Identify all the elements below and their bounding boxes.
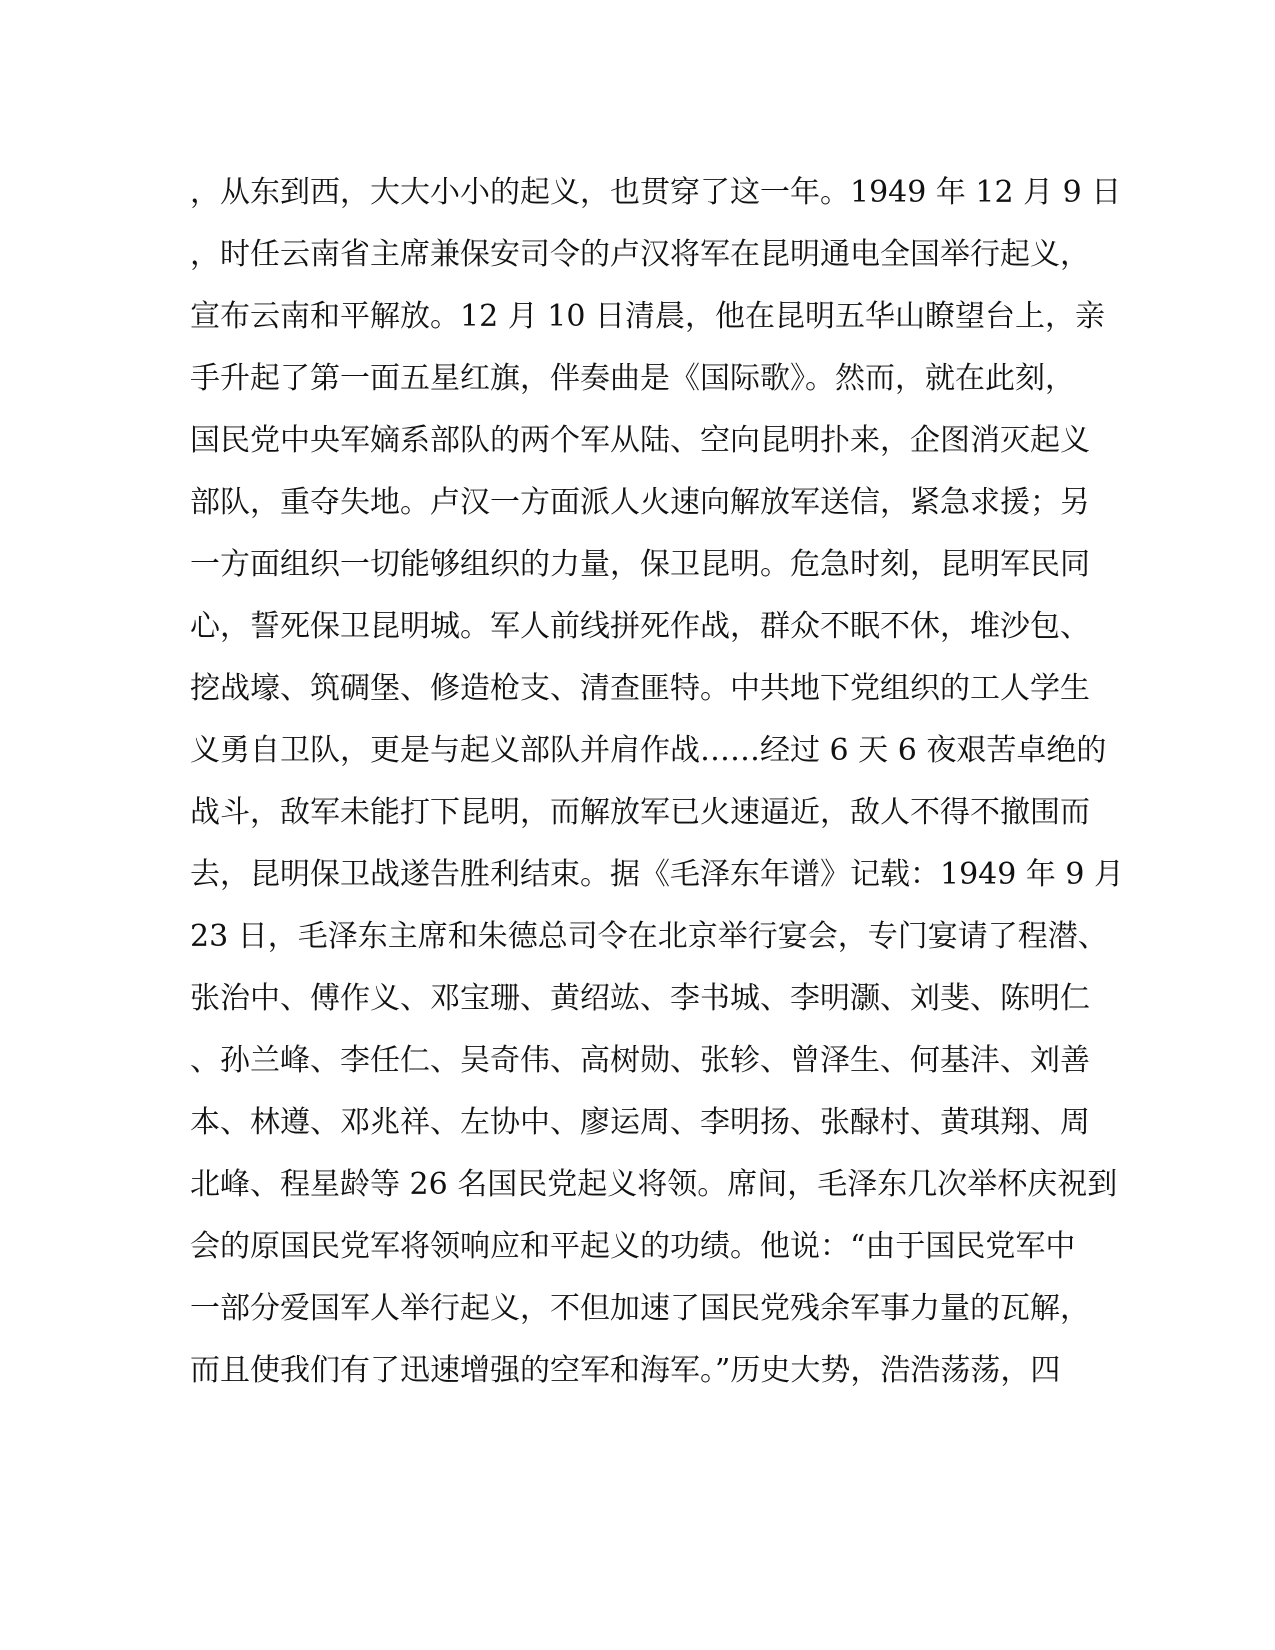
text-line: 挖战壕、筑碉堡、修造枪支、清查匪特。中共地下党组织的工人学生 bbox=[190, 671, 1090, 706]
text-line: 义勇自卫队，更是与起义部队并肩作战……经过 6 天 6 夜艰苦卓绝的 bbox=[190, 733, 1107, 768]
text-line: 战斗，敌军未能打下昆明，而解放军已火速逼近，敌人不得不撤围而 bbox=[190, 795, 1090, 830]
text-line: ，时任云南省主席兼保安司令的卢汉将军在昆明通电全国举行起义， bbox=[190, 237, 1090, 272]
text-line: 、孙兰峰、李任仁、吴奇伟、高树勋、张轸、曾泽生、何基沣、刘善 bbox=[190, 1043, 1090, 1078]
text-line: 会的原国民党军将领响应和平起义的功绩。他说：“由于国民党军中 bbox=[190, 1229, 1076, 1264]
text-line: 去，昆明保卫战遂告胜利结束。据《毛泽东年谱》记载：1949 年 9 月 bbox=[190, 857, 1125, 892]
text-line: 张治中、傅作义、邓宝珊、黄绍竑、李书城、李明灏、刘斐、陈明仁 bbox=[190, 981, 1090, 1016]
text-line: 23 日，毛泽东主席和朱德总司令在北京举行宴会，专门宴请了程潜、 bbox=[190, 919, 1108, 954]
text-line: 一方面组织一切能够组织的力量，保卫昆明。危急时刻，昆明军民同 bbox=[190, 547, 1090, 582]
body-text bbox=[190, 162, 1125, 1402]
text-line: 而且使我们有了迅速增强的空军和海军。”历史大势，浩浩荡荡，四 bbox=[190, 1353, 1061, 1388]
text-line: 本、林遵、邓兆祥、左协中、廖运周、李明扬、张醁村、黄琪翔、周 bbox=[190, 1105, 1090, 1140]
text-line: 手升起了第一面五星红旗，伴奏曲是《国际歌》。然而，就在此刻， bbox=[190, 361, 1075, 396]
text-line: 北峰、程星龄等 26 名国民党起义将领。席间，毛泽东几次举杯庆祝到 bbox=[190, 1167, 1118, 1202]
text-line: 部队，重夺失地。卢汉一方面派人火速向解放军送信，紧急求援；另 bbox=[190, 485, 1090, 520]
text-line: 国民党中央军嫡系部队的两个军从陆、空向昆明扑来，企图消灭起义 bbox=[190, 423, 1090, 458]
text-line: 宣布云南和平解放。12 月 10 日清晨，他在昆明五华山瞭望台上，亲 bbox=[190, 299, 1105, 334]
text-line: 心，誓死保卫昆明城。军人前线拼死作战，群众不眠不休，堆沙包、 bbox=[190, 609, 1090, 644]
text-line: ，从东到西，大大小小的起义，也贯穿了这一年。1949 年 12 月 9 日 bbox=[190, 175, 1122, 210]
text-line: 一部分爱国军人举行起义，不但加速了国民党残余军事力量的瓦解， bbox=[190, 1291, 1090, 1326]
